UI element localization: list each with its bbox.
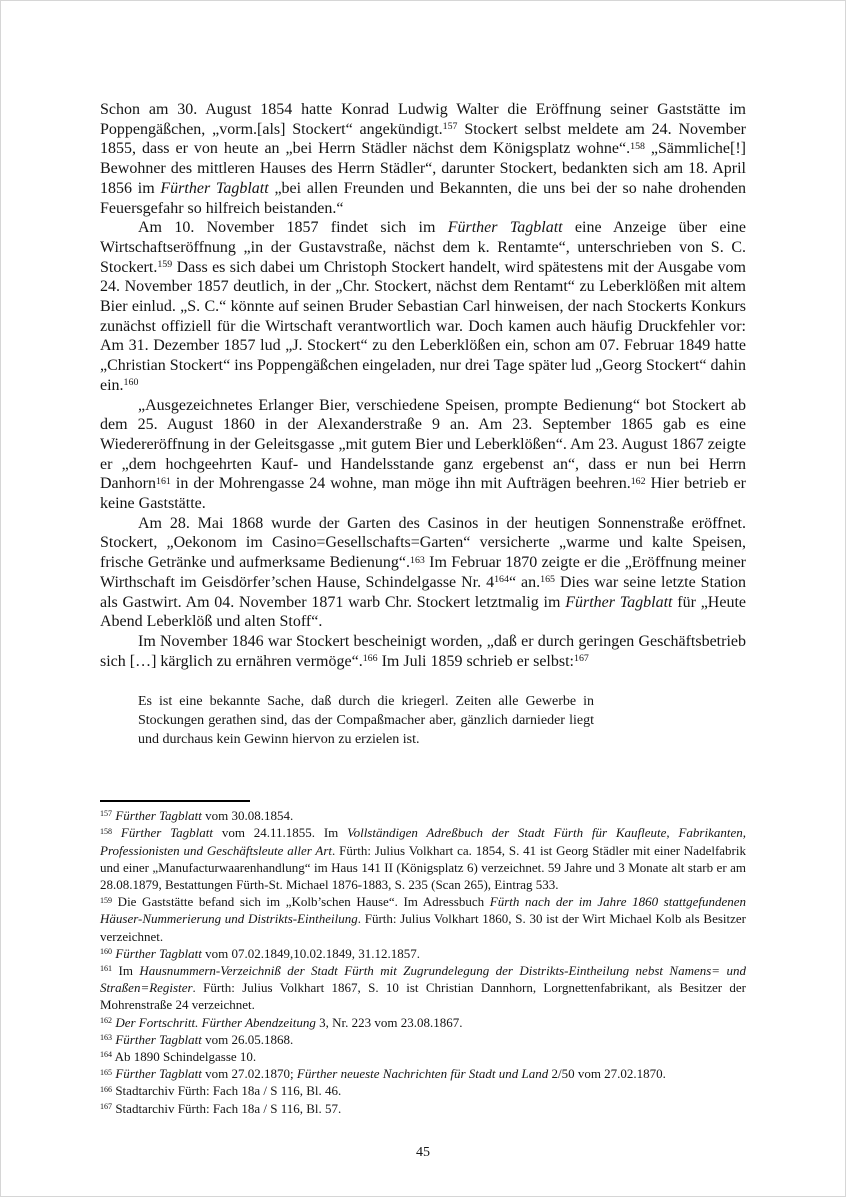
body-text	[100, 100, 746, 671]
paragraph-3: „Ausgezeichnetes Erlanger Bier, verschiedene Speisen, prompte Bedienung“ bot Stockert ab dem 25. August 1860 in der Alexanderstraße 9 an. Am 23. September 1865 gab es eine Wiedereröffnung in der Geleitsgasse „mit gutem Bier und Leberklößen“. Am 23. August 1867 zeigte er „dem hochgeehrten Kauf- und Handelsstande ganz ergebenst an“, dass er nun bei Herrn Danhorn$^{161}$ in der Mohrengasse 24 wohne, man möge ihn mit Aufträgen beehren.$^{162}$ Hier betrieb er keine Gaststätte.	[100, 396, 747, 513]
footnote-159: $^{159}$ Die Gaststätte befand sich im „Kolb’schen Hause“. Im Adressbuch Fürth nach der im Jahre 1860 stattgefundenen Häuser-Nummerierung und Distrikts-Eintheilung. Fürth: Julius Volkhart 1860, S. 30 ist der Wirt Michael Kolb als Besitzer verzeichnet.	[100, 894, 746, 944]
footnote-162: $^{162}$ Der Fortschritt. Fürther Abendzeitung 3, Nr. 223 vom 23.08.1867.	[100, 1014, 463, 1030]
footnotes-section	[100, 807, 746, 1117]
paragraph-2: Am 10. November 1857 findet sich im Fürther Tagblatt eine Anzeige über eine Wirtschaftseröffnung „in der Gustavstraße, nächst dem k. Rentamte“, unterschrieben von S. C. Stockert.$^{159}$ Dass es sich dabei um Christoph Stockert handelt, wird spätestens mit der Ausgabe vom 24. November 1857 deutlich, in der „Chr. Stockert, nächst dem Rentamt“ zu Leberklößen mit altem Bier einlud. „S. C.“ könnte auf seinen Bruder Sebastian Carl hinweisen, der nach Stockerts Konkurs zunächst offiziell für die Wirtschaft verantwortlich war. Doch kamen auch häufig Druckfehler vor: Am 31. Dezember 1857 lud „J. Stockert“ zu den Leberklößen ein, schon am 07. Februar 1849 hatte „Christian Stockert“ ins Poppengäßchen eingeladen, nur drei Tage später lud „Georg Stockert“ dahin ein.$^{160}$	[100, 219, 747, 394]
block-quote: Es ist eine bekannte Sache, daß durch die kriegerl. Zeiten alle Gewerbe in Stockungen gerathen sind, das der Compaßmacher aber, gänzlich darnieder liegt und durchaus kein Gewinn hiervon zu erzielen ist.	[138, 694, 594, 748]
footnote-160: $^{160}$ Fürther Tagblatt vom 07.02.1849,10.02.1849, 31.12.1857.	[100, 945, 421, 961]
paragraph-4: Am 28. Mai 1868 wurde der Garten des Casinos in der heutigen Sonnenstraße eröffnet. Stockert, „Oekonom im Casino=Gesellschafts=Garten“ versicherte „warme und kalte Speisen, frische Getränke und aufmerksame Bedienung“.$^{163}$ Im Februar 1870 zeigte er die „Eröffnung meiner Wirthschaft im Geisdörfer’schen Hause, Schindelgasse Nr. $4^{164}“$ an.$^{165}$ Dies war seine letzte Station als Gastwirt. Am 04. November 1871 warb Chr. Stockert letztmalig im Fürther Tagblatt für „Heute Abend Leberklöß und alten Stoff“.	[100, 514, 747, 631]
footnote-157: $^{157}$ Fürther Tagblatt vom 30.08.1854.	[100, 808, 294, 824]
footnote-164: $^{164}$ Ab 1890 Schindelgasse 10.	[100, 1048, 257, 1064]
paragraph-1: Schon am 30. August 1854 hatte Konrad Ludwig Walter die Eröffnung seiner Gaststätte im Poppengäßchen, „vorm.[als] Stockert“ angekündigt.$^{157}$ Stockert selbst meldete am 24. November 1855, dass er von heute an „bei Herrn Städler nächst dem Königsplatz wohne“.$^{158}$ „Sämmliche[!] Bewohner des mittleren Hauses des Herrn Städler“, darunter Stockert, bedankten sich am 18. April 1856 im Fürther Tagblatt „bei allen Freunden und Bekannten, die uns bei der so nahe drohenden Feuersgefahr so hilfreich beistanden.“	[100, 101, 747, 217]
footnote-158: $^{158}$ Fürther Tagblatt vom 24.11.1855. Im Vollständigen Adreßbuch der Stadt Fürth für Kaufleute, Fabrikanten, Professionisten und Geschäftsleute aller Art. Fürth: Julius Volkhart ca. 1854, S. 41 ist Georg Städler mit einer Nadelfabrik und einer „Manufacturwaarenhandlung“ im Haus 141 II (Königsplatz 6) verzeichnet. 59 Jahre und 3 Monate alt starb er am 28.08.1879, Bestattungen Fürth-St. Michael 1876-1883, S. 235 (Scan 265), Eintrag 533.	[100, 825, 747, 892]
footnote-163: $^{163}$ Fürther Tagblatt vom 26.05.1868.	[100, 1031, 294, 1047]
page-number: 45	[416, 1145, 430, 1160]
footnote-167: $^{167}$ Stadtarchiv Fürth: Fach 18a / S 116, Bl. 57.	[100, 1100, 342, 1116]
footnote-165: $^{165}$ Fürther Tagblatt vom 27.02.1870; Fürther neueste Nachrichten für Stadt und Land 2/50 vom 27.02.1870.	[100, 1066, 666, 1082]
footnote-161: $^{161}$ Im Hausnummern-Verzeichniß der Stadt Fürth mit Zugrundelegung der Distrikts-Eintheilung nebst Namens= und Straßen=Register. Fürth: Julius Volkhart 1867, S. 10 ist Christian Dannhorn, Lorgnettenfabrikant, als Besitzer der Mohrenstraße 24 verzeichnet.	[100, 962, 746, 1013]
footnote-separator	[100, 800, 250, 802]
paragraph-5: Im November 1846 war Stockert bescheinigt worden, „daß er durch geringen Geschäftsbetrieb sich […] kärglich zu ernähren vermöge“.$^{166}$ Im Juli 1859 schrieb er selbst:$^{167}$	[100, 632, 746, 670]
footnote-166: $^{166}$ Stadtarchiv Fürth: Fach 18a / S 116, Bl. 46.	[100, 1083, 342, 1099]
